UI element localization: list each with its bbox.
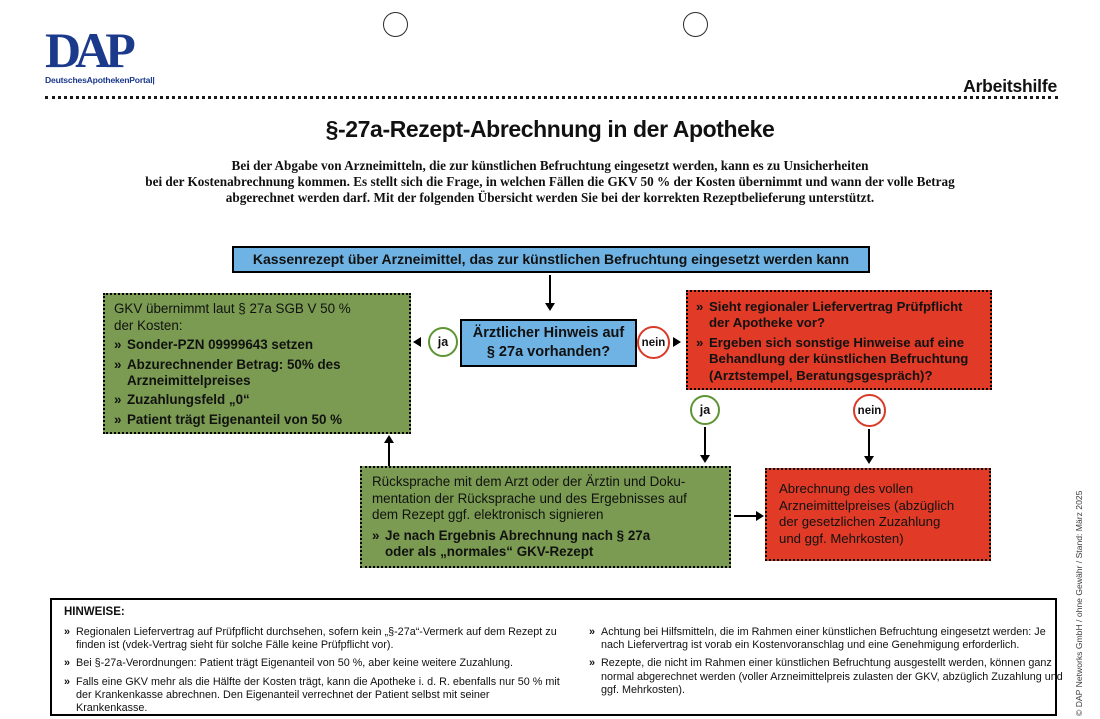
note-item	[64, 657, 561, 670]
doc-type-label: Arbeitshilfe	[963, 76, 1057, 96]
note-text: Bei §-27a-Verordnungen: Patient trägt Eigenanteil von 50 %, aber keine weitere Zuzahlung.	[76, 657, 513, 670]
start-box: Kassenrezept über Arzneimittel, das zur künstlichen Befruchtung eingesetzt werden kann	[232, 246, 870, 273]
note-text: Achtung bei Hilfsmitteln, die im Rahmen einer künstlichen Befruchtung eingesetzt werden: Je nach Liefervertrag ist vorab ein Kostenvoranschlag und eine Genehmigung erforderlich.	[601, 626, 1046, 652]
note-text: Rezepte, die nicht im Rahmen einer künstlichen Befruchtung ausgestellt werden, können ganz normal abgerechnet werden (voller Arzneimittelpreis zulasten der GKV, abzüglich Zuzahlung und ggf. Mehrkosten).	[601, 657, 1063, 696]
no-badge-question: nein	[637, 326, 670, 359]
guillemet-bullet: »	[114, 356, 122, 372]
guillemet-bullet: »	[696, 299, 704, 314]
question-line-1: Ärztlicher Hinweis auf	[472, 325, 625, 341]
gkv-bullet	[114, 337, 400, 353]
fullprice-line: und ggf. Mehrkosten)	[779, 530, 904, 546]
gkv-intro-line-1: GKV übernimmt laut § 27a SGB V 50 %	[114, 301, 351, 316]
guillemet-bullet: »	[114, 392, 122, 408]
arrowhead-down-icon	[700, 455, 710, 463]
consult-doctor-box	[360, 466, 731, 568]
consult-bullet	[372, 528, 719, 561]
gkv-50-percent-box	[103, 293, 411, 434]
yes-badge-question: ja	[428, 327, 458, 357]
consult-bullet-line: Je nach Ergebnis Abrechnung nach § 27a	[385, 527, 651, 543]
consult-line: Rücksprache mit dem Arzt oder der Ärztin und Doku-	[372, 474, 686, 489]
arrowhead-left-icon	[413, 337, 421, 347]
punch-hole-left	[383, 12, 408, 37]
arrowhead-right-icon	[756, 511, 764, 521]
arrow-yes-to-consult	[704, 427, 706, 455]
arrowhead-down-icon	[864, 456, 874, 464]
arrowhead-down-icon	[545, 303, 555, 311]
guillemet-bullet: »	[64, 657, 71, 670]
page-title: §-27a-Rezept-Abrechnung in der Apotheke	[325, 116, 775, 142]
gkv-intro-line-2: der Kosten:	[114, 317, 183, 333]
notes-column-right	[581, 621, 1067, 715]
note-item	[64, 676, 561, 716]
gkv-bullet-text: Patient trägt Eigenanteil von 50 %	[127, 411, 343, 427]
gkv-bullet-text: Abzurechnender Betrag: 50% des Arzneimittelpreises	[127, 356, 341, 388]
arrow-no-to-fullprice	[868, 429, 870, 456]
punch-hole-right	[683, 12, 708, 37]
arrow-consult-to-fullprice	[734, 515, 757, 517]
fullprice-line: Abrechnung des vollen	[779, 481, 914, 496]
intro-line-2: bei der Kostenabrechnung kommen. Es stellt sich die Frage, in welchen Fällen die GKV 50 % der Kosten übernimmt und wann der volle Betrag	[145, 173, 955, 189]
intro-line-1: Bei der Abgabe von Arzneimitteln, die zur künstlichen Befruchtung eingesetzt werden, kann es zu Unsicherheiten	[231, 158, 869, 173]
note-item	[64, 626, 561, 652]
guillemet-bullet: »	[114, 337, 122, 353]
question-box	[460, 319, 637, 367]
full-price-box	[765, 468, 991, 561]
arrow-start-to-question	[549, 275, 551, 303]
logo-wordmark: DAP	[45, 22, 130, 78]
gkv-bullet	[114, 412, 400, 428]
check-bullet	[696, 335, 982, 384]
notes-box	[50, 598, 1063, 716]
note-item	[589, 657, 1067, 697]
consult-bullet-line: oder als „normales“ GKV-Rezept	[385, 544, 594, 560]
gkv-bullet	[114, 357, 400, 390]
fullprice-line: Arzneimittelpreises (abzüglich	[779, 497, 955, 513]
arrow-consult-to-gkv	[388, 443, 390, 466]
intro-line-3: abgerechnet werden darf. Mit der folgenden Übersicht werden Sie bei der korrekten Rezeptbelieferung unterstützt.	[225, 189, 875, 205]
guillemet-bullet: »	[64, 675, 71, 688]
guillemet-bullet: »	[114, 411, 122, 427]
gkv-bullet	[114, 392, 400, 408]
dap-logo	[45, 22, 155, 85]
note-text: Regionalen Liefervertrag auf Prüfpflicht durchsehen, sofern kein „§-27a“-Vermerk auf dem Rezept zu finden ist (vdek-Vertrag sieht für solche Fälle keine Prüfpflicht vor).	[76, 626, 557, 652]
gkv-bullet-text: Sonder-PZN 09999643 setzen	[127, 337, 314, 353]
check-bullet-text: Sieht regionaler Liefervertrag Prüfpflicht der Apotheke vor?	[709, 299, 963, 331]
yes-badge-check: ja	[690, 395, 720, 425]
guillemet-bullet: »	[589, 626, 596, 638]
check-bullet	[696, 299, 982, 332]
notes-column-left	[64, 621, 561, 715]
note-item	[589, 626, 1067, 652]
fullprice-line: der gesetzlichen Zuzahlung	[779, 514, 941, 530]
note-text: Falls eine GKV mehr als die Hälfte der Kosten trägt, kann die Apotheke i. d. R. ebenfalls nur 50 % mit der Krankenkasse abrechnen. Den Eigenanteil verrechnet der Patient selbst mit seiner Krankenkasse.	[76, 675, 560, 715]
guillemet-bullet: »	[696, 334, 704, 350]
gkv-bullet-text: Zuzahlungsfeld „0“	[127, 392, 250, 408]
guillemet-bullet: »	[589, 657, 596, 670]
copyright-vertical: © DAP Networks GmbH / ohne Gewähr / Stand: März 2025	[1074, 490, 1084, 716]
notes-heading: HINWEISE:	[64, 606, 125, 618]
arrowhead-right-icon	[673, 337, 681, 347]
check-bullet-text: Ergeben sich sonstige Hinweise auf eine Behandlung der künstlichen Befruchtung (Arztstempel, Beratungsgespräch)?	[709, 334, 969, 383]
consult-line: mentation der Rücksprache und des Ergebnisses auf	[372, 490, 687, 506]
logo-subtitle: DeutschesApothekenPortal|	[45, 75, 155, 85]
guillemet-bullet: »	[372, 527, 380, 543]
consult-line: dem Rezept ggf. elektronisch signieren	[372, 507, 604, 523]
header-dotted-rule	[45, 96, 1058, 99]
guillemet-bullet: »	[64, 626, 71, 638]
arrowhead-up-icon	[384, 435, 394, 443]
no-badge-check: nein	[853, 394, 886, 427]
question-line-2: § 27a vorhanden?	[486, 344, 611, 360]
liefervertrag-check-box	[686, 290, 992, 390]
intro-paragraph	[0, 158, 1100, 205]
